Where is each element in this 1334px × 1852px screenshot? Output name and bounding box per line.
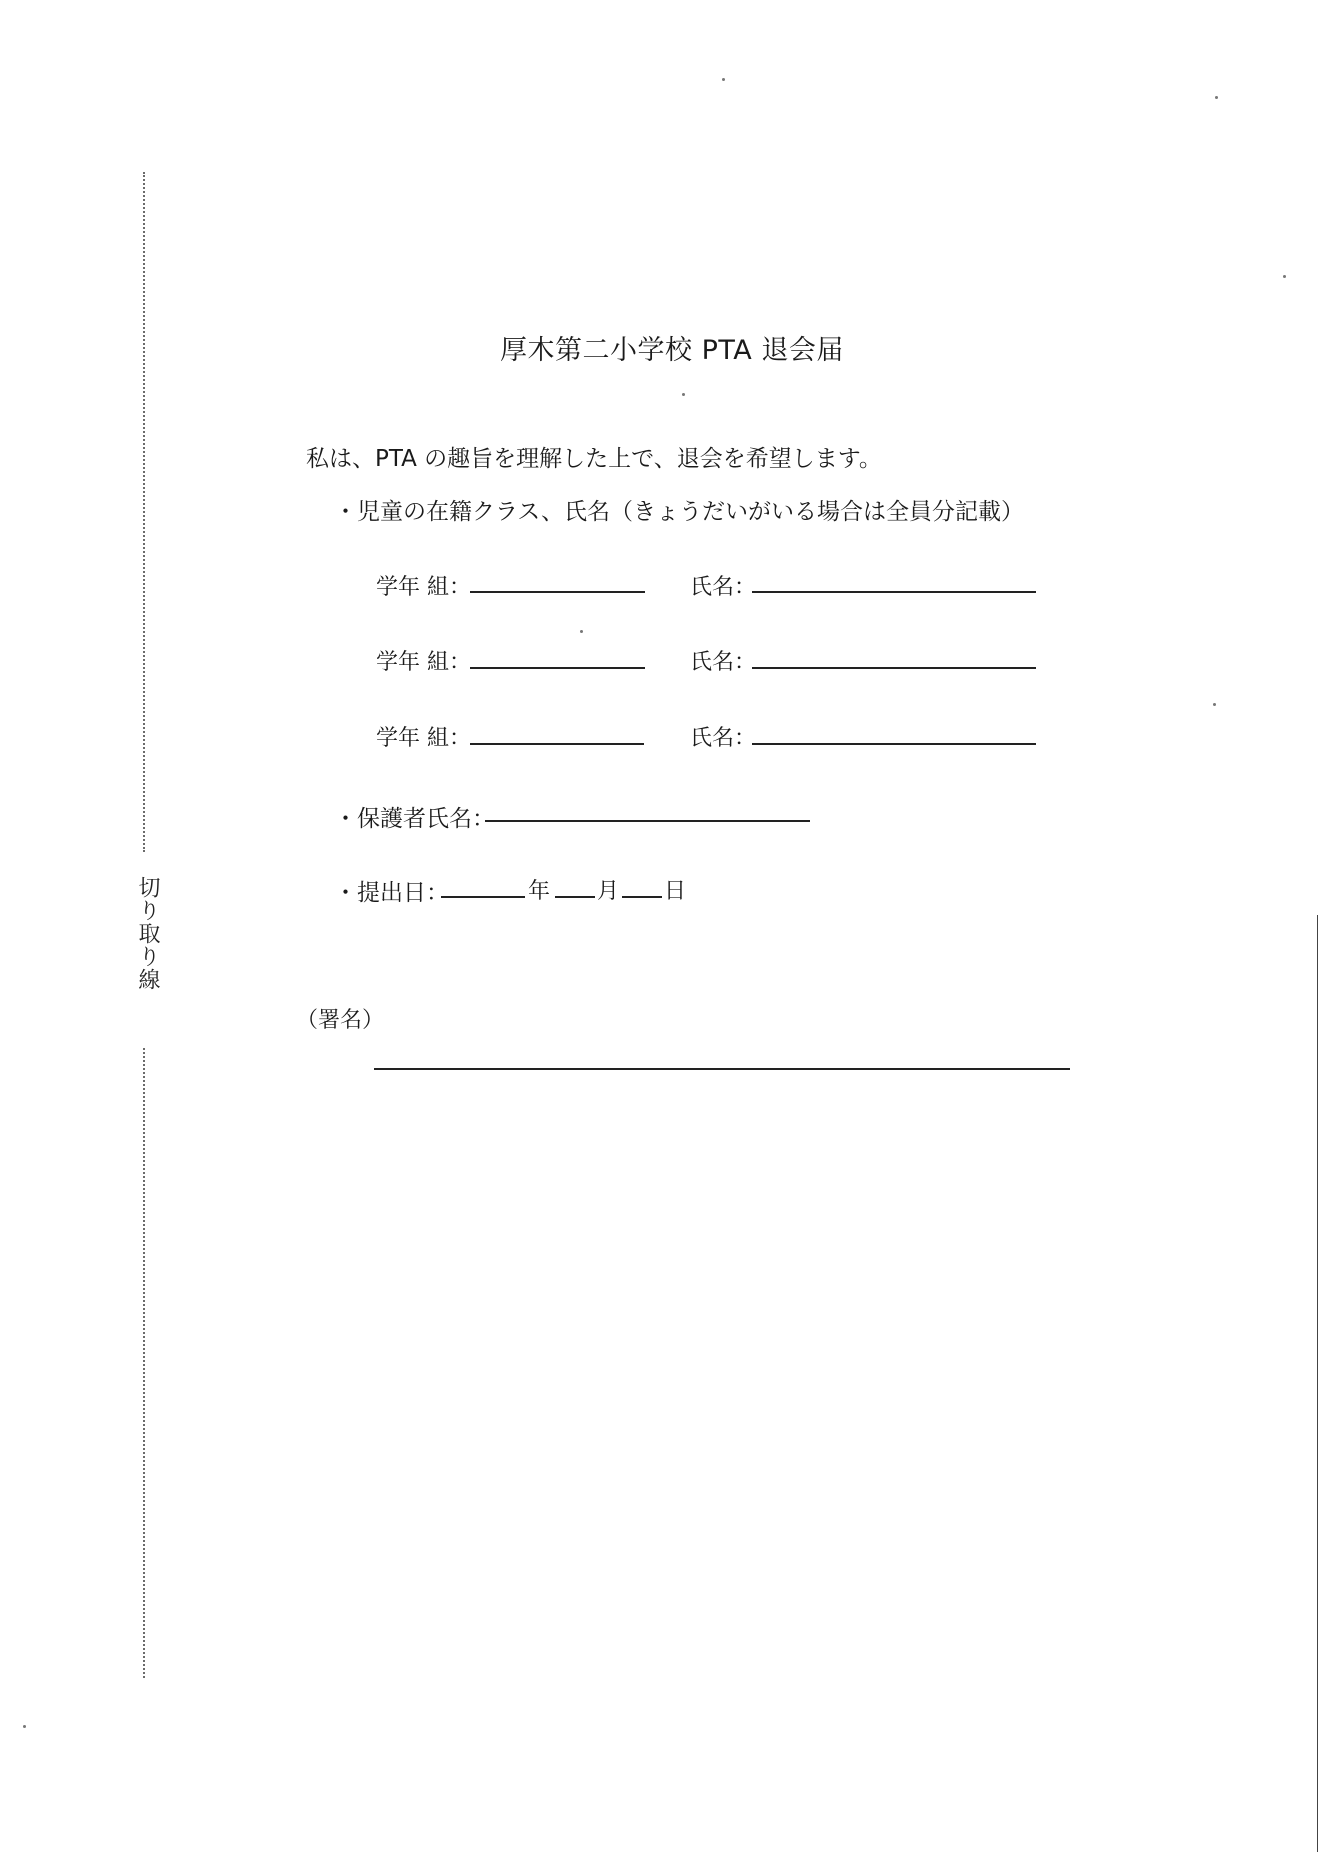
scan-speck bbox=[722, 78, 725, 81]
child-name-field-1[interactable] bbox=[752, 591, 1036, 593]
cut-line-bottom bbox=[143, 1048, 145, 1678]
signature-label: （署名） bbox=[296, 1008, 385, 1033]
signature-field[interactable] bbox=[374, 1068, 1070, 1070]
scan-speck bbox=[1283, 275, 1286, 278]
child-name-field-2[interactable] bbox=[752, 667, 1036, 669]
cut-line-label: 切り取り線 bbox=[135, 876, 160, 991]
form-title: 厚木第二小学校 PTA 退会届 bbox=[500, 335, 844, 366]
scan-speck bbox=[1213, 703, 1216, 706]
grade-class-label-3: 学年 組： bbox=[376, 726, 471, 751]
scan-speck bbox=[1215, 96, 1218, 99]
intro-statement: 私は、PTA の趣旨を理解した上で、退会を希望します。 bbox=[306, 446, 882, 472]
cut-line-top bbox=[143, 172, 145, 852]
child-name-label-1: 氏名： bbox=[690, 575, 757, 600]
submission-date-label: ・提出日： bbox=[334, 880, 449, 906]
grade-class-field-2[interactable] bbox=[470, 667, 645, 669]
scan-speck bbox=[580, 630, 583, 633]
scan-speck bbox=[23, 1725, 26, 1728]
guardian-name-label: ・保護者氏名： bbox=[334, 806, 495, 832]
month-field[interactable] bbox=[555, 896, 595, 898]
scan-speck bbox=[682, 393, 685, 396]
children-instruction: ・児童の在籍クラス、氏名（きょうだいがいる場合は全員分記載） bbox=[334, 499, 1024, 525]
page-edge-line bbox=[1317, 915, 1318, 1852]
child-name-field-3[interactable] bbox=[752, 743, 1036, 745]
grade-class-label-2: 学年 組： bbox=[376, 650, 471, 675]
grade-class-field-1[interactable] bbox=[470, 591, 645, 593]
year-label: 年 bbox=[528, 879, 551, 904]
child-name-label-3: 氏名： bbox=[690, 726, 757, 751]
grade-class-label-1: 学年 組： bbox=[376, 575, 471, 600]
year-field[interactable] bbox=[441, 896, 525, 898]
grade-class-field-3[interactable] bbox=[470, 743, 644, 745]
child-name-label-2: 氏名： bbox=[690, 650, 757, 675]
guardian-name-field[interactable] bbox=[485, 820, 810, 822]
month-label: 月 bbox=[597, 879, 620, 904]
day-field[interactable] bbox=[622, 896, 662, 898]
day-label: 日 bbox=[664, 879, 687, 904]
